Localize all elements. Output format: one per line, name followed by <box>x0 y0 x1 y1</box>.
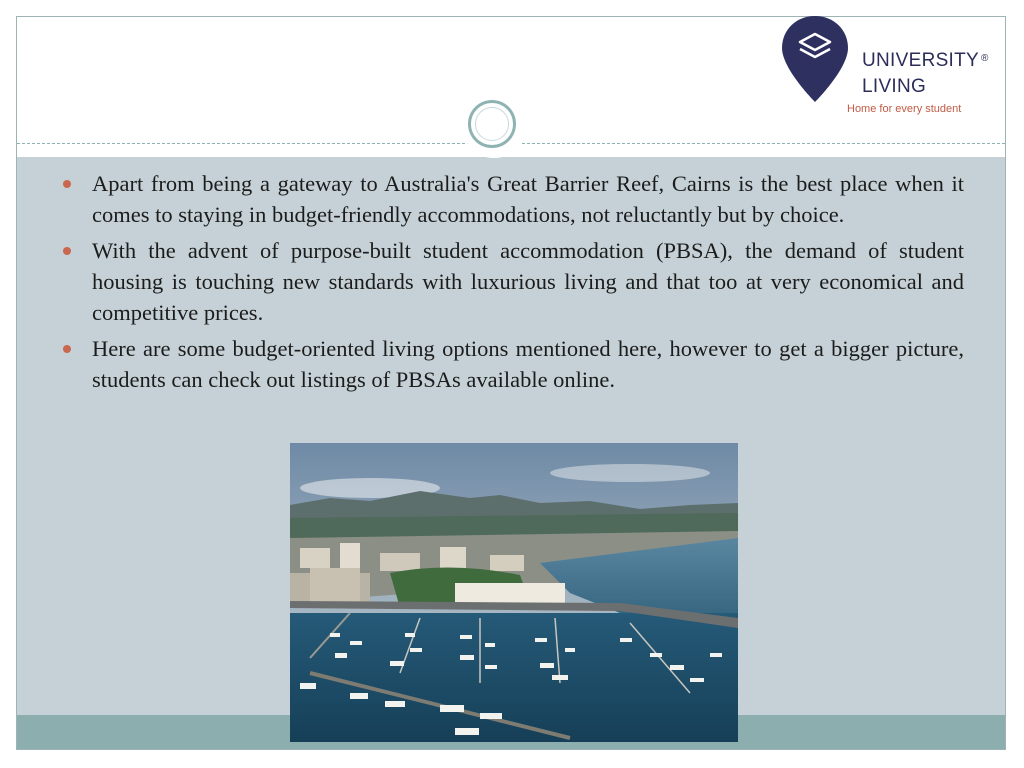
bullet-list <box>54 168 964 400</box>
bullet-text: Here are some budget-oriented living options mentioned here, however to get a bigger picture, students can check out listings of PBSAs available online. <box>92 336 964 392</box>
bullet-dot-icon <box>63 345 71 353</box>
bullet-text: Apart from being a gateway to Australia's Great Barrier Reef, Cairns is the best place when it comes to staying in budget-friendly accommodations, not reluctantly but by choice. <box>92 171 964 227</box>
divider-ring-icon <box>468 100 516 148</box>
university-living-logo <box>780 14 989 115</box>
cairns-marina-aerial-photo <box>290 443 738 742</box>
bullet-dot-icon <box>63 247 71 255</box>
bullet-text: With the advent of purpose-built student accommodation (PBSA), the demand of student housing is touching new standards with luxurious living and that too at very economical and competitive prices. <box>92 238 964 325</box>
bullet-item <box>54 235 964 328</box>
bullet-item <box>54 168 964 230</box>
bullet-item <box>54 333 964 395</box>
logo-wordmark <box>862 48 989 100</box>
registered-mark: ® <box>981 53 989 64</box>
marina-photo-illustration <box>290 443 738 742</box>
location-pin-book-icon <box>780 14 850 104</box>
logo-tagline: Home for every student <box>847 103 962 115</box>
logo-name-line1: UNIVERSITY <box>862 50 980 71</box>
logo-name-line2: LIVING <box>862 76 927 97</box>
bullet-dot-icon <box>63 180 71 188</box>
